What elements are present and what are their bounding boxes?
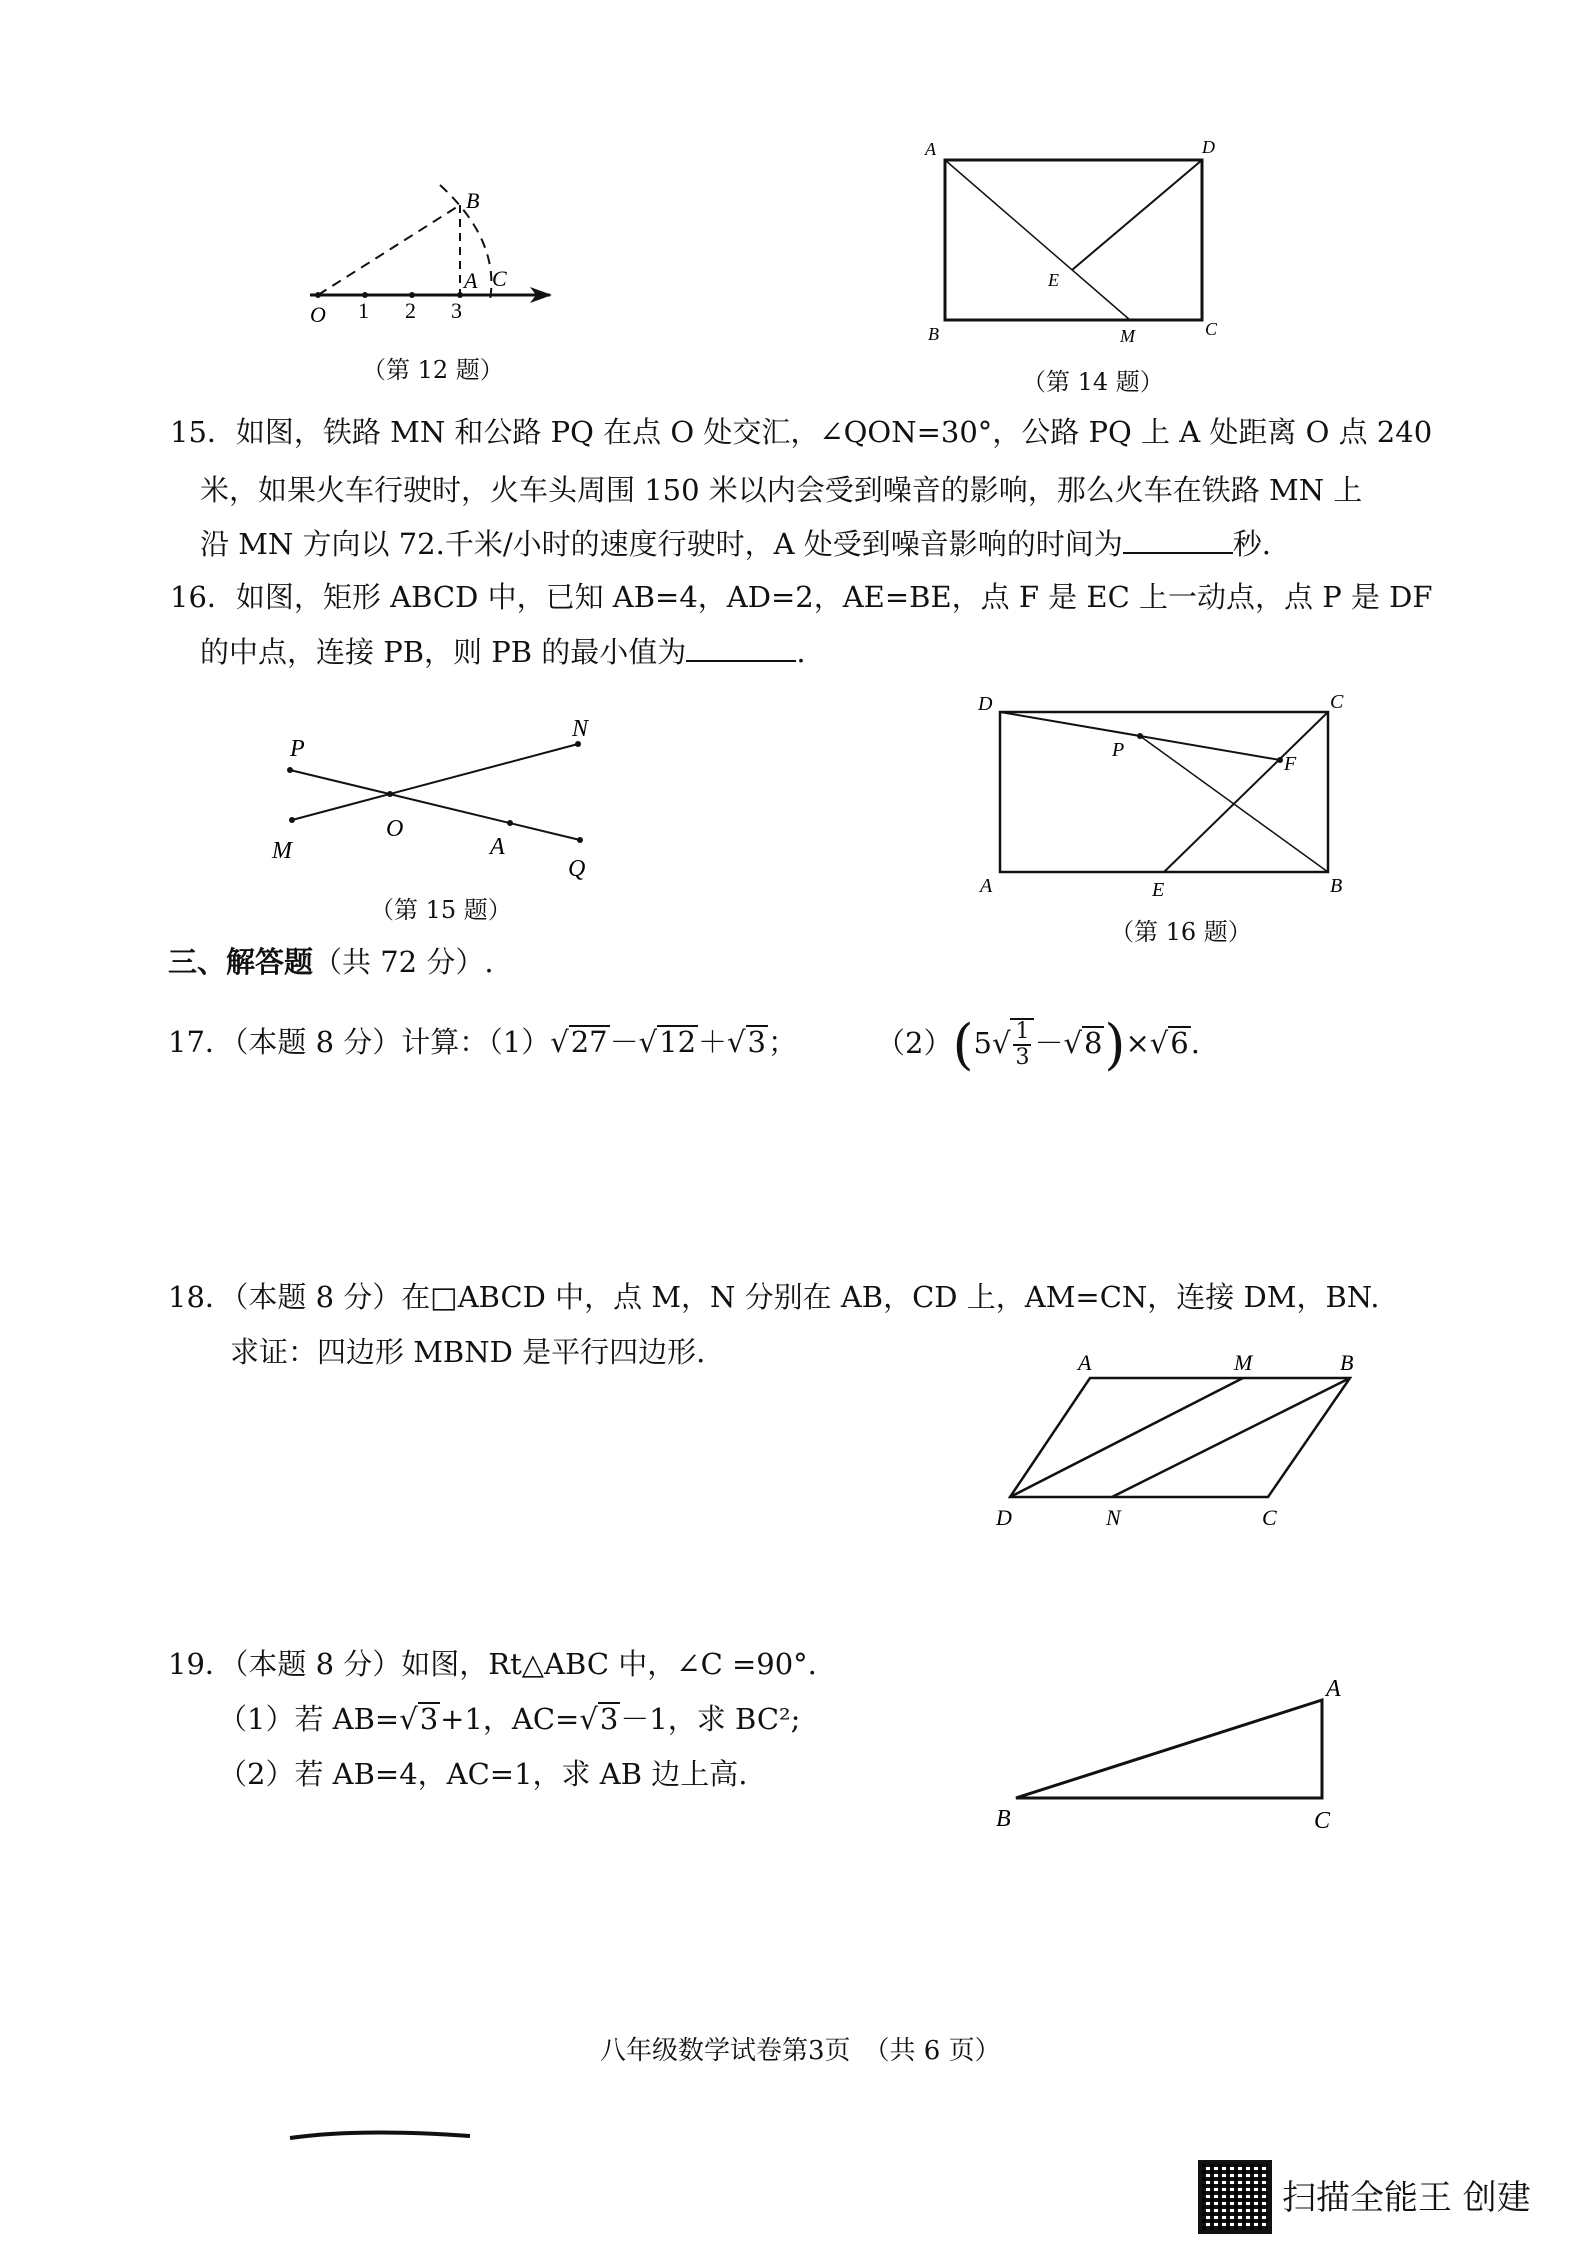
q17-prefix: 17．（本题 8 分）计算：（1） xyxy=(168,1025,551,1059)
q19-p1-sqrt3: 3 xyxy=(419,1702,439,1736)
q19-p1-a: （1）若 AB= xyxy=(218,1702,400,1736)
fig16-label-F: F xyxy=(1284,753,1297,775)
fig19-label-B: B xyxy=(996,1806,1011,1832)
page-footer: 八年级数学试卷第3页 （共 6 页） xyxy=(600,2036,1001,2066)
fig15-caption: （第 15 题） xyxy=(370,896,512,924)
fig18-label-C: C xyxy=(1262,1505,1277,1530)
fig16-label-D: D xyxy=(978,693,993,715)
scan-stroke-mark xyxy=(0,0,500,2160)
q17-part2-label: （2） xyxy=(876,1026,953,1060)
fig12-label-O: O xyxy=(310,302,326,327)
fig19-label-C: C xyxy=(1314,1808,1331,1834)
fig16-label-E: E xyxy=(1152,879,1165,901)
q15-line3-text: 沿 MN 方向以 72.千米/小时的速度行驶时，A 处受到噪音影响的时间为 xyxy=(200,527,1123,561)
fig15-label-O: O xyxy=(386,816,404,842)
fig15-label-Q: Q xyxy=(568,856,586,882)
fig14-label-C: C xyxy=(1205,319,1218,339)
q17-frac-num: 1 xyxy=(1015,1019,1030,1044)
qr-code-icon xyxy=(1198,2160,1272,2234)
fig14-label-M: M xyxy=(1120,326,1135,346)
fig12-tick-1: 1 xyxy=(358,298,369,323)
q17-sqrt3: 3 xyxy=(747,1025,766,1059)
fig15-label-M: M xyxy=(272,838,292,864)
fig12-caption: （第 12 题） xyxy=(362,356,504,384)
q17-sqrt27: 27 xyxy=(570,1025,608,1059)
q17-sqrt8: 8 xyxy=(1083,1026,1103,1060)
fig16-caption: （第 16 题） xyxy=(1110,918,1252,946)
fig14-label-B: B xyxy=(928,324,939,344)
fig12-label-C: C xyxy=(492,266,507,291)
watermark-text: 扫描全能王 创建 xyxy=(1282,2178,1531,2218)
fig14-label-E: E xyxy=(1048,270,1059,290)
fig16-label-B: B xyxy=(1330,875,1343,897)
fig18-label-A: A xyxy=(1078,1350,1092,1375)
fig16-label-A: A xyxy=(980,875,993,897)
fig18-label-N: N xyxy=(1106,1505,1121,1530)
q19-p1-b: +1，AC= xyxy=(440,1702,580,1736)
fig19-label-A: A xyxy=(1326,1676,1341,1702)
section3-title: 三、解答题 xyxy=(168,945,314,979)
q19-p1-c: －1，求 BC²; xyxy=(620,1702,801,1736)
fig15-label-N: N xyxy=(572,716,589,742)
q15-line3-end: 秒. xyxy=(1232,527,1271,561)
fig14-label-D: D xyxy=(1202,137,1215,157)
fig16-label-C: C xyxy=(1330,691,1344,713)
q17-part2: （2）(5√ $\frac{1}{3}$ －√8)×√6. xyxy=(876,1013,1200,1076)
q17-sqrt12: 12 xyxy=(659,1025,697,1059)
q16-line2-end: . xyxy=(796,635,806,669)
q17-frac-den: 3 xyxy=(1015,1045,1030,1070)
q16-line2-text: 的中点，连接 PB，则 PB 的最小值为 xyxy=(200,635,687,669)
fig12-label-A: A xyxy=(464,268,478,293)
q15-line1: 15．如图，铁路 MN 和公路 PQ 在点 O 处交汇，∠QON=30°，公路 PQ 上 A 处距离 O 点 240 xyxy=(170,415,1433,449)
q16-line1: 16．如图，矩形 ABCD 中，已知 AB=4，AD=2，AE=BE，点 F 是 EC 上一动点，点 P 是 DF xyxy=(170,580,1433,614)
fig12-tick-2: 2 xyxy=(405,298,416,323)
q19-p1-sqrt3b: 3 xyxy=(599,1702,619,1736)
q18-line1: 18．（本题 8 分）在□ABCD 中，点 M，N 分别在 AB，CD 上，AM=CN，连接 DM，BN. xyxy=(168,1280,1380,1314)
q17-line: 17．（本题 8 分）计算：（1）√27－√12＋√3； xyxy=(168,1025,797,1059)
fig16-label-P: P xyxy=(1112,739,1125,761)
fig15-label-P: P xyxy=(290,736,305,762)
q17-five: 5 xyxy=(973,1026,992,1060)
fig12-label-B: B xyxy=(466,188,480,213)
fig18-label-M: M xyxy=(1234,1350,1253,1375)
q19-part1: （1）若 AB=√3+1，AC=√3－1，求 BC²; xyxy=(218,1702,801,1736)
q18-line2: 求证：四边形 MBND 是平行四边形. xyxy=(230,1335,706,1369)
fig14-label-A: A xyxy=(925,139,936,159)
section3-note: （共 72 分）. xyxy=(313,945,494,979)
fig18-label-D: D xyxy=(996,1505,1012,1530)
q17-sqrt6: 6 xyxy=(1170,1026,1189,1060)
q19-part2: （2）若 AB=4，AC=1，求 AB 边上高. xyxy=(218,1757,748,1791)
fig12-tick-3: 3 xyxy=(451,298,462,323)
q15-line2: 米，如果火车行驶时，火车头周围 150 米以内会受到噪音的影响，那么火车在铁路 MN 上 xyxy=(200,473,1363,507)
fig14-caption: （第 14 题） xyxy=(1022,368,1164,396)
fig15-label-A: A xyxy=(490,834,505,860)
fig18-label-B: B xyxy=(1340,1350,1354,1375)
q19-line1: 19．（本题 8 分）如图，Rt△ABC 中，∠C =90°. xyxy=(168,1647,817,1681)
